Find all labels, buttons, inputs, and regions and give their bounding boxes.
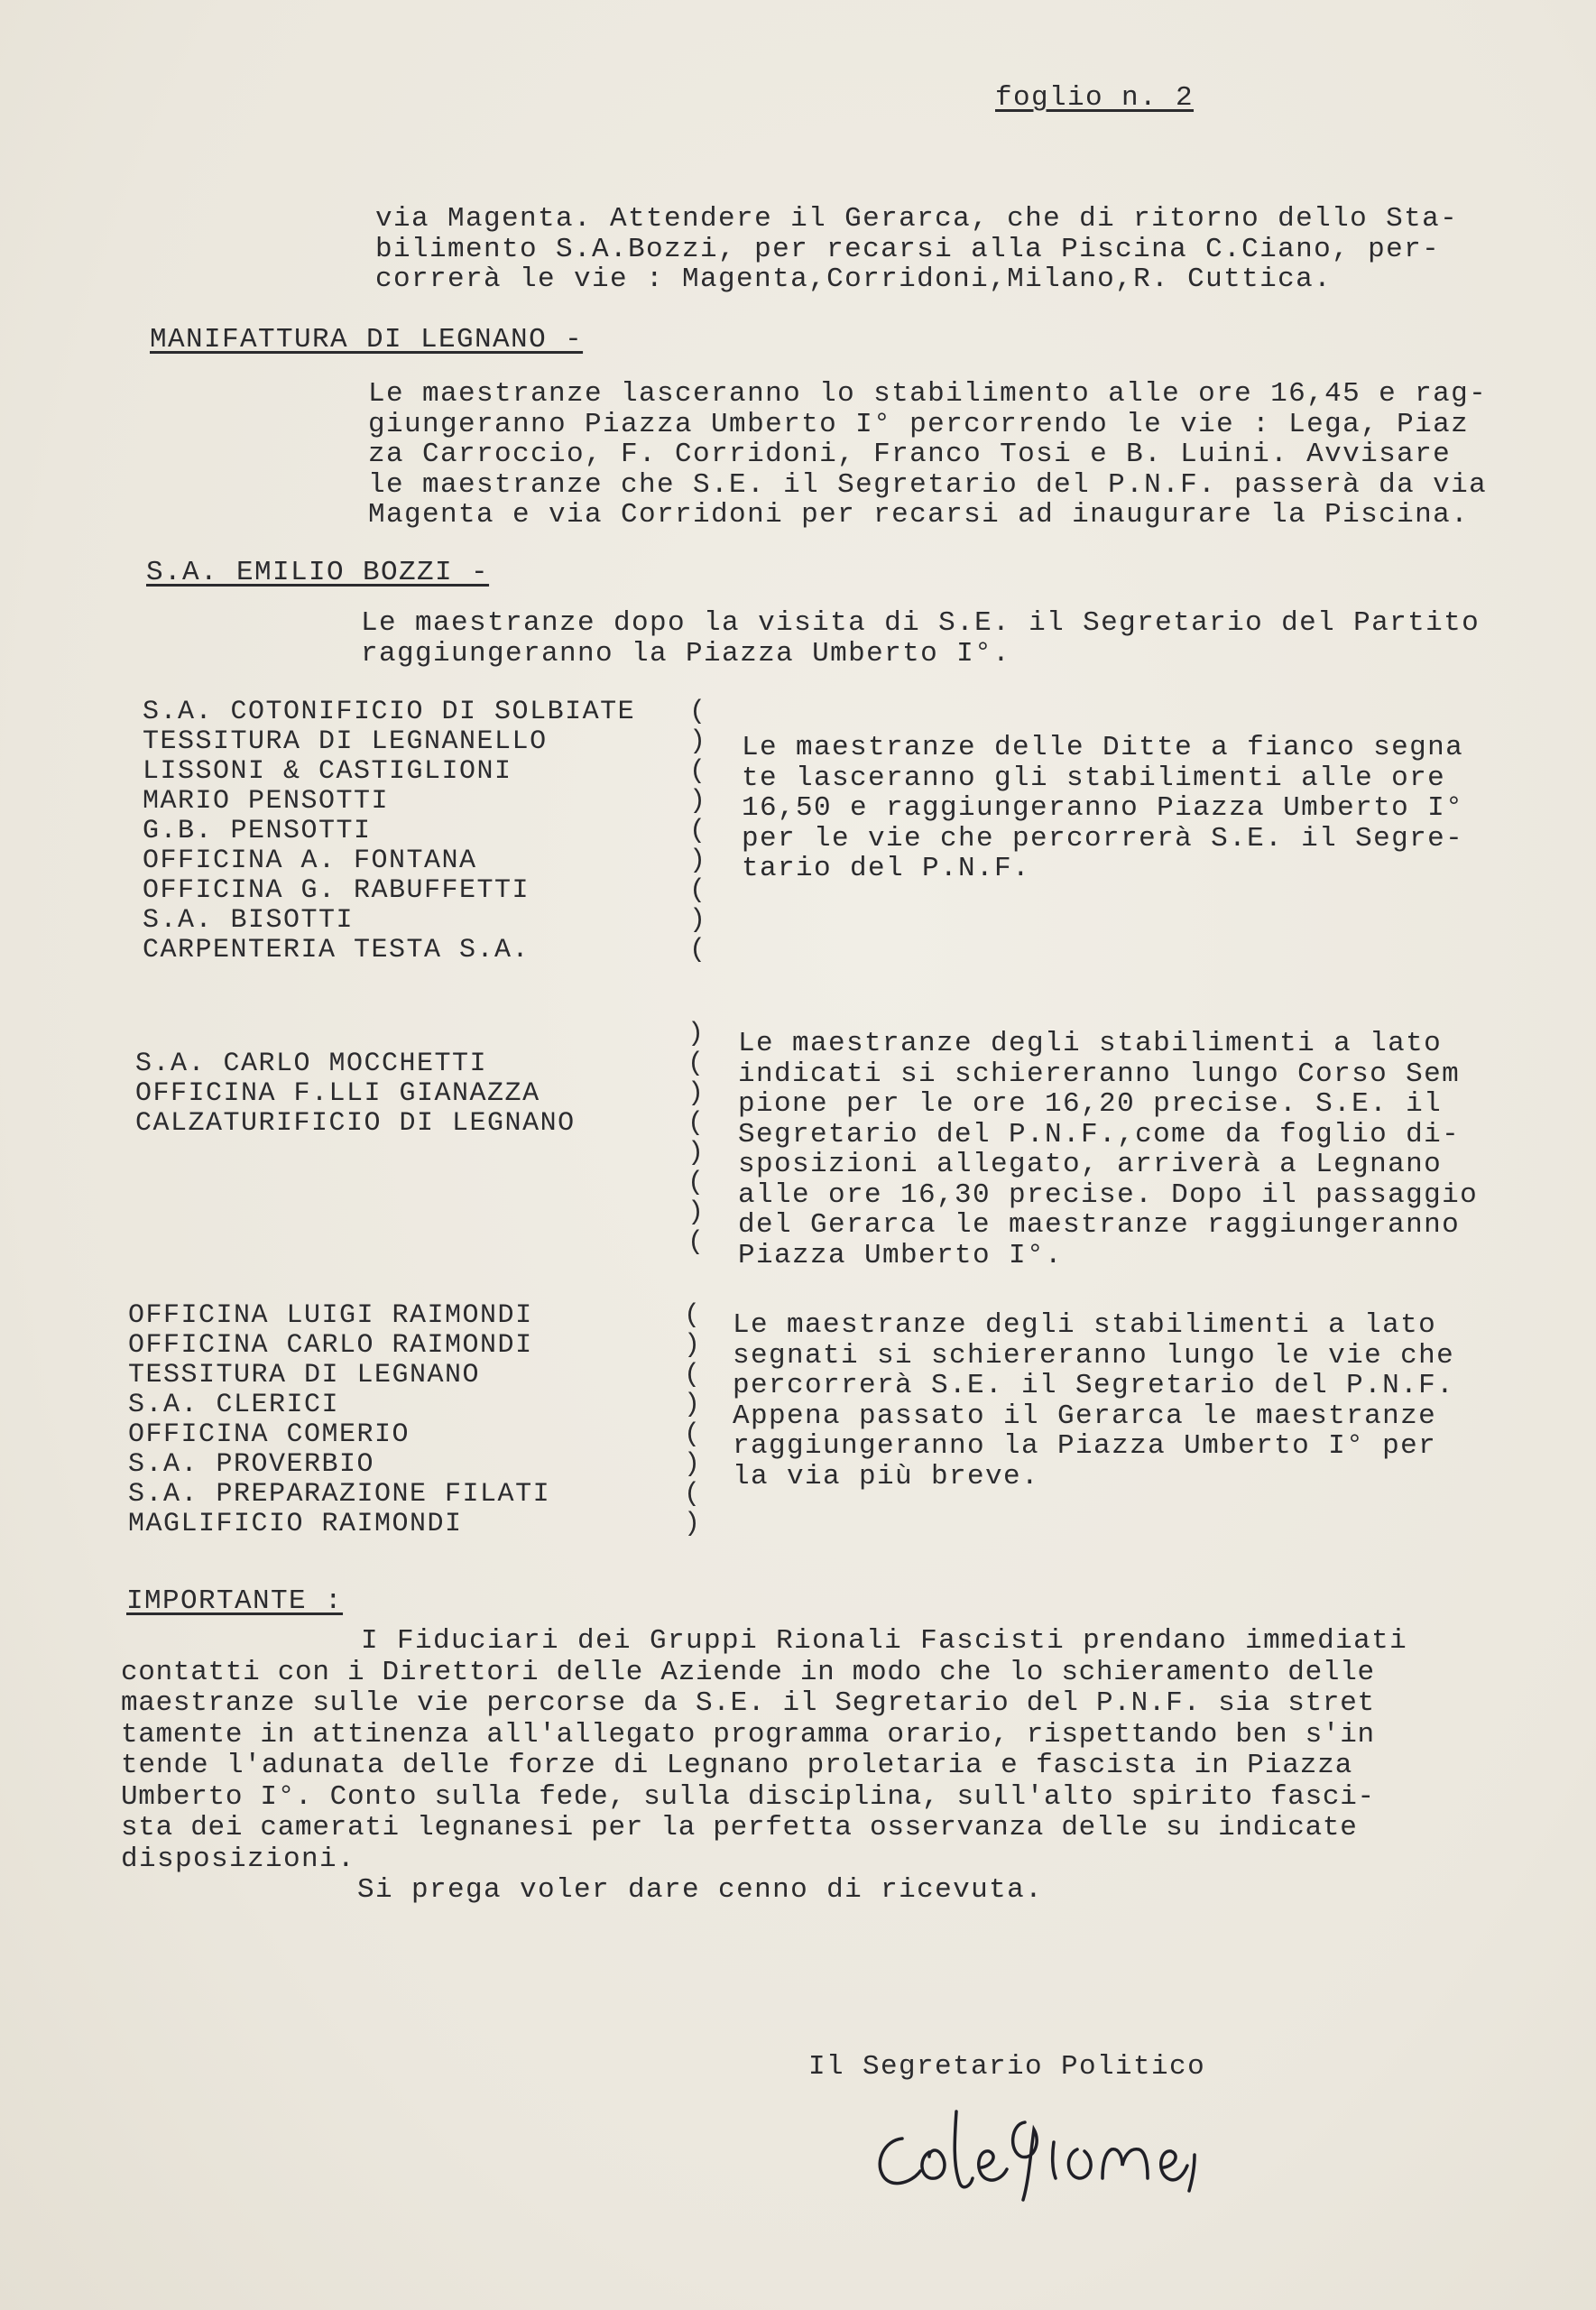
company-name: CALZATURIFICIO DI LEGNANO (135, 1108, 576, 1139)
handwritten-signature (866, 2084, 1245, 2211)
group-3-text (733, 1310, 1454, 1492)
company-name: TESSITURA DI LEGNANO (128, 1360, 481, 1391)
company-name: TESSITURA DI LEGNANELLO (143, 726, 548, 757)
company-list-group-1 (143, 698, 635, 966)
group-1-line: 16,50 e raggiungeranno Piazza Umberto I° (742, 792, 1464, 824)
section-heading-bozzi: S.A. EMILIO BOZZI - (146, 557, 490, 588)
importante-line: contatti con i Direttori delle Aziende in modo che lo schieramento delle (121, 1656, 1375, 1688)
bozzi-line: raggiungeranno la Piazza Umberto I°. (361, 637, 1011, 670)
group-2-line: pione per le ore 16,20 precise. S.E. il (738, 1088, 1443, 1120)
signatory-title: Il Segretario Politico (808, 2051, 1206, 2083)
company-name: S.A. COTONIFICIO DI SOLBIATE (143, 697, 636, 727)
importante-paragraph (121, 1626, 1407, 1875)
intro-line: correrà le vie : Magenta,Corridoni,Milano,R. Cuttica. (375, 263, 1333, 295)
group-1-line: tario del P.N.F. (742, 853, 1031, 884)
company-name: OFFICINA COMERIO (128, 1419, 411, 1450)
company-name: OFFICINA A. FONTANA (143, 845, 477, 876)
intro-line: bilimento S.A.Bozzi, per recarsi alla Piscina C.Ciano, per- (375, 233, 1441, 265)
company-name: S.A. PREPARAZIONE FILATI (128, 1479, 551, 1510)
group-1-text (742, 733, 1463, 884)
importante-line: Umberto I°. Conto sulla fede, sulla disciplina, sull'alto spirito fasci- (121, 1780, 1375, 1813)
bracket-group-2: ) ( ) ( ) ( ) ( (687, 1019, 705, 1258)
company-name: CARPENTERIA TESTA S.A. (143, 935, 530, 966)
importante-line: tende l'adunata delle forze di Legnano proletaria e fascista in Piazza (121, 1750, 1353, 1781)
group-2-line: sposizioni allegato, arriverà a Legnano (738, 1149, 1443, 1180)
company-name: S.A. BISOTTI (143, 905, 355, 936)
group-2-line: alle ore 16,30 precise. Dopo il passaggio (738, 1178, 1479, 1211)
group-3-line: percorrerà S.E. il Segretario del P.N.F. (733, 1370, 1455, 1401)
group-3-line: segnati si schiereranno lungo le vie che (733, 1339, 1455, 1372)
bozzi-paragraph (361, 608, 1480, 669)
group-3-line: Le maestranze degli stabilimenti a lato (733, 1309, 1437, 1341)
company-name: S.A. CARLO MOCCHETTI (135, 1049, 488, 1079)
section-heading-manifattura: MANIFATTURA DI LEGNANO - (150, 324, 584, 356)
manifattura-line: za Carroccio, F. Corridoni, Franco Tosi e B. Luini. Avvisare (368, 439, 1452, 470)
company-name: LISSONI & CASTIGLIONI (143, 756, 512, 787)
manifattura-line: giungeranno Piazza Umberto I° percorrendo le vie : Lega, Piaz (368, 408, 1470, 440)
group-2-line: indicati si schiereranno lungo Corso Sem (738, 1058, 1461, 1090)
company-name: OFFICINA LUIGI RAIMONDI (128, 1300, 533, 1331)
group-3-line: raggiungeranno la Piazza Umberto I° per (733, 1430, 1437, 1462)
company-name: G.B. PENSOTTI (143, 816, 372, 846)
group-1-line: per le vie che percorrerà S.E. il Segre- (742, 822, 1464, 855)
company-name: OFFICINA CARLO RAIMONDI (128, 1330, 533, 1361)
importante-line: maestranze sulle vie percorse da S.E. il Segretario del P.N.F. sia stret (121, 1687, 1375, 1719)
manifattura-line: Magenta e via Corridoni per recarsi ad inaugurare la Piscina. (368, 499, 1470, 531)
group-2-line: del Gerarca le maestranze raggiungeranno (738, 1209, 1461, 1241)
company-name: OFFICINA G. RABUFFETTI (143, 875, 530, 906)
group-2-text (738, 1029, 1478, 1270)
sheet-number: foglio n. 2 (995, 82, 1195, 114)
company-name: S.A. CLERICI (128, 1390, 340, 1420)
group-1-line: Le maestranze delle Ditte a fianco segna (742, 732, 1464, 763)
group-3-line: Appena passato il Gerarca le maestranze (733, 1400, 1437, 1432)
manifattura-line: Le maestranze lasceranno lo stabilimento alle ore 16,45 e rag- (368, 378, 1488, 410)
intro-line: via Magenta. Attendere il Gerarca, che di ritorno dello Sta- (375, 203, 1459, 235)
company-name: MAGLIFICIO RAIMONDI (128, 1509, 463, 1539)
importante-line: disposizioni. (121, 1843, 356, 1875)
bracket-group-3: ( ) ( ) ( ) ( ) (684, 1300, 701, 1539)
company-name: S.A. PROVERBIO (128, 1449, 375, 1480)
importante-line: tamente in attinenza all'allegato programma orario, rispettando ben s'in (121, 1718, 1375, 1751)
group-1-line: te lasceranno gli stabilimenti alle ore (742, 762, 1446, 794)
closing-request: Si prega voler dare cenno di ricevuta. (357, 1874, 1044, 1906)
importante-line: I Fiduciari dei Gruppi Rionali Fascisti prendano immediati (361, 1625, 1408, 1657)
group-3-line: la via più breve. (733, 1460, 1040, 1492)
section-heading-importante: IMPORTANTE : (126, 1585, 344, 1617)
group-2-line: Piazza Umberto I°. (738, 1239, 1064, 1271)
company-name: MARIO PENSOTTI (143, 786, 390, 817)
manifattura-line: le maestranze che S.E. il Segretario del P.N.F. passerà da via (368, 468, 1488, 501)
company-list-group-2 (135, 1049, 576, 1139)
company-name: OFFICINA F.LLI GIANAZZA (135, 1078, 540, 1109)
intro-paragraph (375, 204, 1458, 295)
company-list-group-3 (128, 1301, 550, 1539)
bozzi-line: Le maestranze dopo la visita di S.E. il Segretario del Partito (361, 607, 1481, 639)
bracket-group-1: ( ) ( ) ( ) ( ) ( (689, 697, 706, 966)
group-2-line: Le maestranze degli stabilimenti a lato (738, 1028, 1443, 1059)
group-2-line: Segretario del P.N.F.,come da foglio di- (738, 1118, 1461, 1150)
importante-line: sta dei camerati legnanesi per la perfetta osservanza delle su indicate (121, 1812, 1358, 1843)
manifattura-paragraph (368, 379, 1487, 531)
